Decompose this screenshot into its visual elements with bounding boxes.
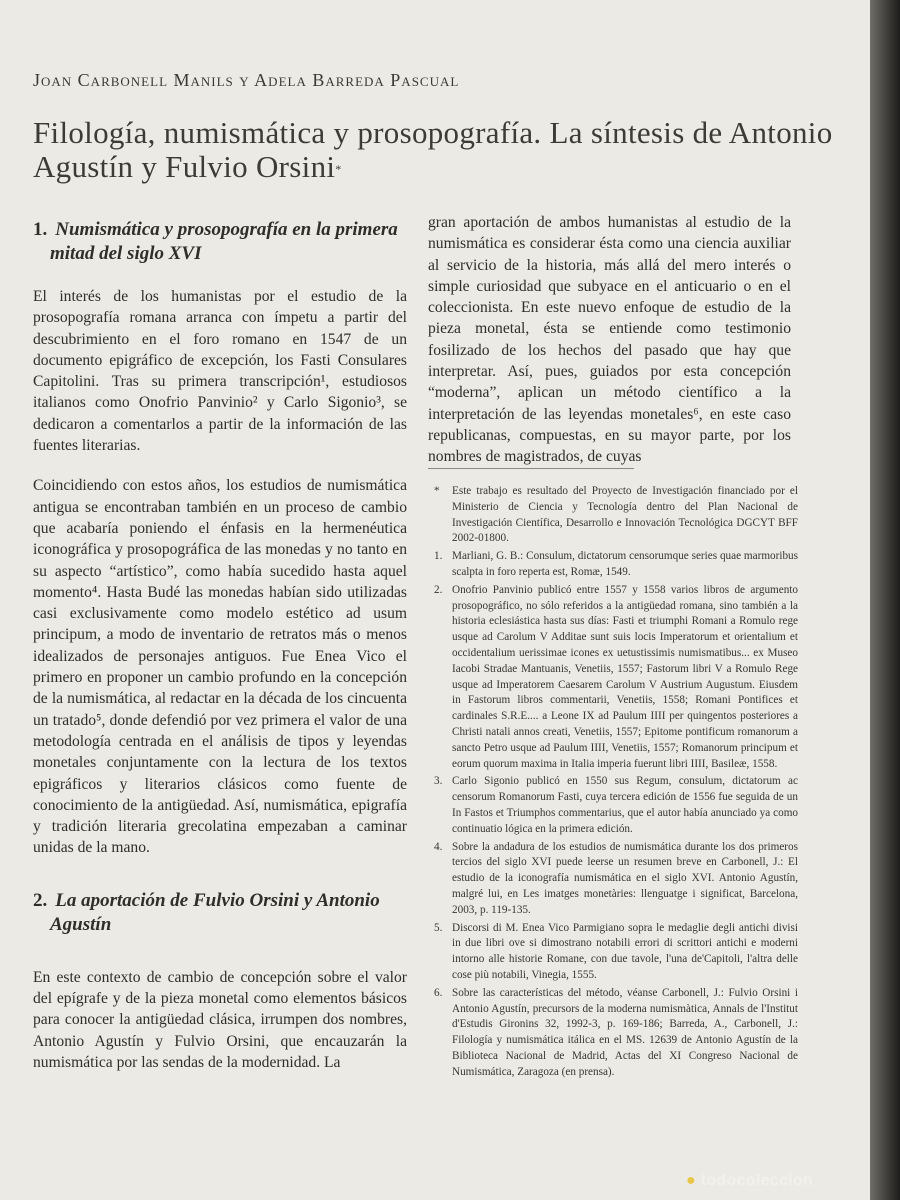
footnotes (428, 484, 798, 1082)
footnote-text: Onofrio Panvinio publicó entre 1557 y 1558 varios libros de argumento prosopográfico, no sólo referidos a la antigüedad romana, sino también a la historia eclesiástica hasta sus días: Fasti et triumphi Romani a Romulo rege usque ad Carolum V Additae sunt suis locis Imperatorum et orientalium et occidentalium uerissimae icones ex uetustissimis numismatibus... ex Museo Iacobi Stradae Mantuanis, Venetiis, 1557; Fastorum libri V a Romulo Rege usque ad Imperatorem Caesarem Carolum V Austrium Augustum. Eiusdem in Fastorum libros commentarii, Venetiis, 1558; Romani Pontifices et cardinales S.R.E.... a Leone IX ad Paulum IIII per quingentos posteriores a Christi natali annos creati, Venetiis, 1557; Epitome pontificum romanorum a sancto Petro usque ad Paulum IIII, Venetiis, 1557; Romanorum principum et eorum quorum maxima in Italia imperia fuerunt libri IIII, Basileæ, 1558. (452, 583, 798, 770)
section-2-number: 2. (33, 889, 48, 911)
section-1-title-line2: mitad del siglo XVI (50, 243, 202, 264)
section-1-number: 1. (33, 219, 48, 240)
paragraph-right-1: gran aportación de ambos humanistas al estudio de la numismática es considerar ésta como una ciencia auxiliar al servicio de la historia, más allá del mero interés o simple curiosidad que subyace en el anticuario o en el coleccionista. En este nuevo enfoque de estudio de la pieza monetal, ésta se entiende como testimonio fosilizado de los hechos del pasado que hay que interpretar. Así, pues, guiados por esta concepción “moderna”, aplican un método científico a la interpretación de las leyendas monetales⁶, en este caso republicanas, compuestas, en su mayor parte, por los nombres de magistrados, de cuyas (428, 214, 791, 466)
footnote-item (428, 986, 798, 1081)
article-authors: Joan Carbonell Manils y Adela Barreda Pascual (33, 70, 460, 90)
footnote-text: Marliani, G. B.: Consulum, dictatorum censorumque series quae marmoribus scalpta in foro reperta est, Romæ, 1549. (452, 550, 798, 578)
left-column (33, 218, 407, 1073)
page-edge-shadow (870, 0, 900, 1200)
right-column (428, 212, 791, 468)
section-2-heading (33, 889, 407, 937)
watermark-text: todocoleccion (700, 1172, 814, 1189)
footnote-marker: 6. (434, 986, 443, 999)
footnote-marker: 4. (434, 840, 443, 853)
footnote-marker: 2. (434, 583, 443, 596)
article-title-text: Filología, numismática y prosopografía. La síntesis de Antonio Agustín y Fulvio Orsini (33, 115, 833, 184)
footnote-item (428, 549, 798, 581)
section-1-title-line1: Numismática y prosopografía en la primera (55, 219, 398, 240)
section-1-heading (33, 218, 407, 266)
footnote-marker: 5. (434, 921, 443, 934)
footnote-marker: 1. (434, 550, 443, 563)
article-title (33, 116, 833, 184)
paragraph-3: En este contexto de cambio de concepción sobre el valor del epígrafe y de la pieza monetal como elementos básicos para conocer la antigüedad clásica, irrumpen dos nombres, Antonio Agustín y Fulvio Orsini, que encauzarán la numismática por las sendas de la modernidad. La (33, 968, 407, 1071)
footnote-marker: 3. (434, 775, 443, 788)
title-footnote-mark: * (335, 162, 342, 176)
section-2-title-line1: La aportación de Fulvio Orsini y Antonio (55, 889, 380, 911)
footnote-marker: * (434, 485, 440, 497)
footnote-text: Sobre la andadura de los estudios de numismática durante los dos primeros tercios del siglo XVI puede leerse un resumen breve en Carbonell, J.: El estudio de la iconografía numismática en el siglo XVI. Antonio Agustín, malgré lui, en Les imatges monetàries: llenguatge i significat, Barcelona, 2003, p. 119-135. (452, 840, 798, 916)
footnote-text: Sobre las características del método, véanse Carbonell, J.: Fulvio Orsini i Antonio Agustín, precursors de la moderna numismàtica, Annals de l'Institut d'Estudis Gironins 32, 1992-3, p. 169-186; Barreda, A., Carbonell, J.: Filología y numismática itálica en el MS. 12639 de Antonio Agustín de la Biblioteca Nacional de Madrid, Actas del XI Congreso Nacional de Numismática, Zaragoza (en prensa). (452, 986, 798, 1078)
footnote-item (428, 484, 798, 547)
footnote-item (428, 921, 798, 984)
paragraph-1: El interés de los humanistas por el estudio de la prosopografía romana arranca con ímpetu a partir del descubrimiento en el foro romano en 1547 de un documento epigráfico de excepción, los Fasti Consulares Capitolini. Tras su primera transcripción¹, estudiosos italianos como Onofrio Panvinio² y Carlo Sigonio³, se dedicaron a comentarlos a partir de la información de las fuentes literarias. (33, 288, 407, 455)
footnote-text: Este trabajo es resultado del Proyecto de Investigación financiado por el Ministerio de Ciencia y Tecnología dentro del Plan Nacional de Investigación Científica, Desarrollo e Innovación Tecnológica DGCYT BFF 2002-01800. (452, 485, 798, 545)
footnote-item (428, 774, 798, 837)
footnote-text: Discorsi di M. Enea Vico Parmigiano sopra le medaglie degli antichi divisi in due libri ove si dimostrano notabili errori di scrittori antichi e moderni intorno alle historie Romane, con due tavole, l'una de'Capitoli, l'altra delle cose più notabili, Vinegia, 1555. (452, 921, 798, 981)
watermark-dot: ● (686, 1172, 696, 1189)
paragraph-2: Coincidiendo con estos años, los estudios de numismática antigua se encontraban también en un proceso de cambio que acabaría poniendo el énfasis en la hermenéutica iconográfica y prosopográfica de las monedas y no tanto en su aspecto “artístico”, como había sucedido hasta aquel momento⁴. Hasta Budé las monedas habían sido utilizadas casi exclusivamente como modelo estético ad usum principum, a modo de inventario de retratos más o menos idealizados de personajes antiguos. Fue Enea Vico el primero en proponer un cambio profundo en la concepción de la numismática, al redactar en la década de los cincuenta un tratado⁵, donde defendió por vez primera el valor de una metodología centrada en el análisis de tipos y leyendas monetales conjuntamente con la lectura de los textos epigráficos y literarios clásicos como fuente de conocimiento de la antigüedad. Así, numismática, epigrafía y tradición literaria grecolatina empezaban a caminar unidas de la mano. (33, 477, 407, 857)
footnote-item (428, 840, 798, 919)
footnote-divider (428, 468, 634, 469)
watermark-logo (686, 1172, 813, 1190)
footnote-item (428, 583, 798, 773)
section-2-title-line2: Agustín (50, 913, 112, 935)
footnote-text: Carlo Sigonio publicó en 1550 sus Regum, consulum, dictatorum ac censorum Romanorum Fasti, cuya tercera edición de 1556 fue seguida de un In Fastos et Triumphos commentarius, que el autor había anunciado ya como continuatio lógica en la primera edición. (452, 775, 798, 835)
